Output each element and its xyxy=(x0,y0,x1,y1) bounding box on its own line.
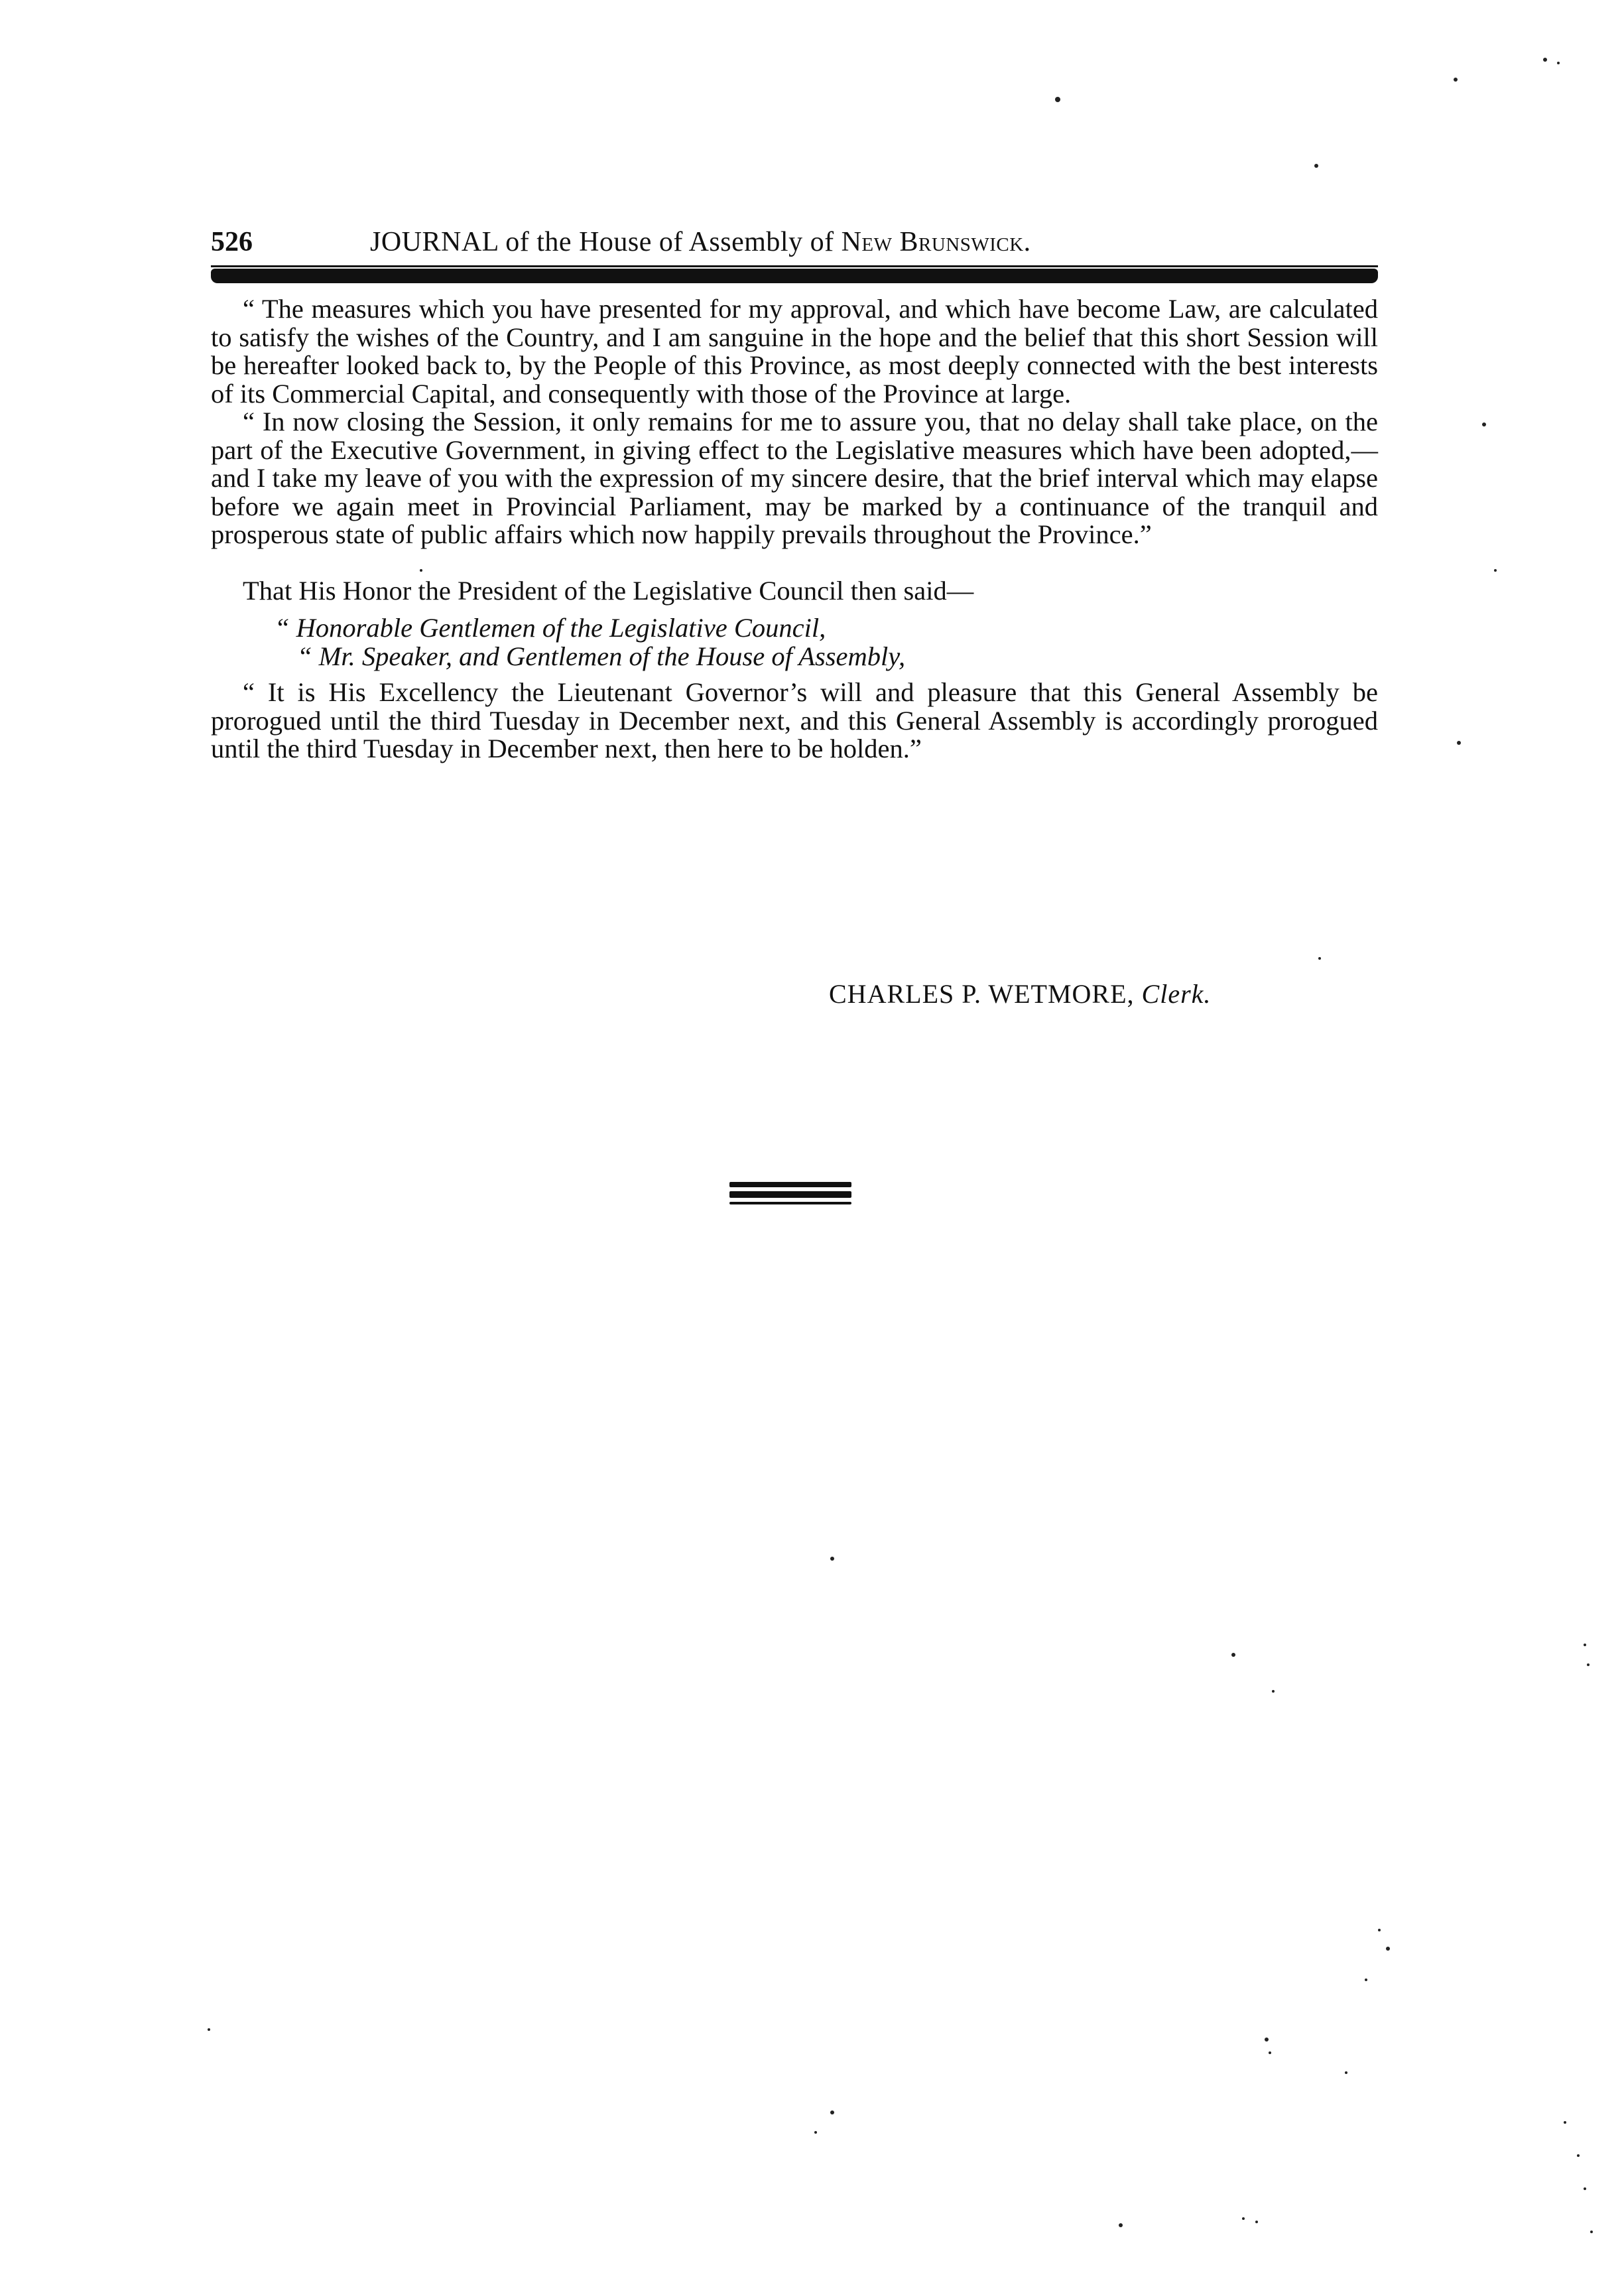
paragraph-prorogation: “ It is His Excellency the Lieutenant Governor’s will and pleasure that this General Assembly be prorogued until the third Tuesday in December next, and this General Assembly is accordingly prorogued until the third Tuesday in December next, then here to be holden.” xyxy=(211,677,1378,763)
signature xyxy=(829,978,1211,1011)
header-rule-thin xyxy=(211,265,1378,267)
paragraph-announce: That His Honor the President of the Legislative Council then said— xyxy=(243,575,974,606)
header-rule-thick xyxy=(211,269,1378,283)
running-title xyxy=(370,222,1031,262)
address-legislative-council: “ Honorable Gentlemen of the Legislative Council, xyxy=(275,613,826,643)
signature-name: CHARLES P. WETMORE, xyxy=(829,979,1142,1009)
signature-role: Clerk. xyxy=(1141,979,1212,1009)
running-title-place: New Brunswick. xyxy=(841,227,1031,257)
address-block xyxy=(211,614,1378,671)
ornament-rule-middle xyxy=(729,1191,851,1198)
ornament-rule-bottom xyxy=(729,1202,851,1204)
paragraph-measures: “ The measures which you have presented for my approval, and which have become Law, are calculated to satisfy the wishes of the Country, and I am sanguine in the hope and the belief that this short Session will be hereafter looked back to, by the People of this Province, as most deeply connected with the best interests of its Commercial Capital, and consequently with those of the Province at large. xyxy=(211,294,1378,409)
running-header xyxy=(211,222,1378,262)
body-text xyxy=(211,295,1378,763)
address-house-of-assembly: “ Mr. Speaker, and Gentlemen of the House of Assembly, xyxy=(297,641,906,671)
paragraph-closing: “ In now closing the Session, it only remains for me to assure you, that no delay shall take place, on the part of the Executive Government, in giving effect to the Legislative measures which have been adopted,—and I take my leave of you with the expression of my sincere desire, that the brief interval which may elapse before we again meet in Provincial Parliament, may be marked by a continuance of the tranquil and prosperous state of public affairs which now happily prevails throughout the Province.” xyxy=(211,407,1378,549)
ornament-rule-top xyxy=(729,1182,851,1187)
running-title-prefix: JOURNAL of the House of Assembly of xyxy=(370,227,842,257)
page-number: 526 xyxy=(211,227,253,257)
end-ornament-rule xyxy=(729,1182,851,1204)
